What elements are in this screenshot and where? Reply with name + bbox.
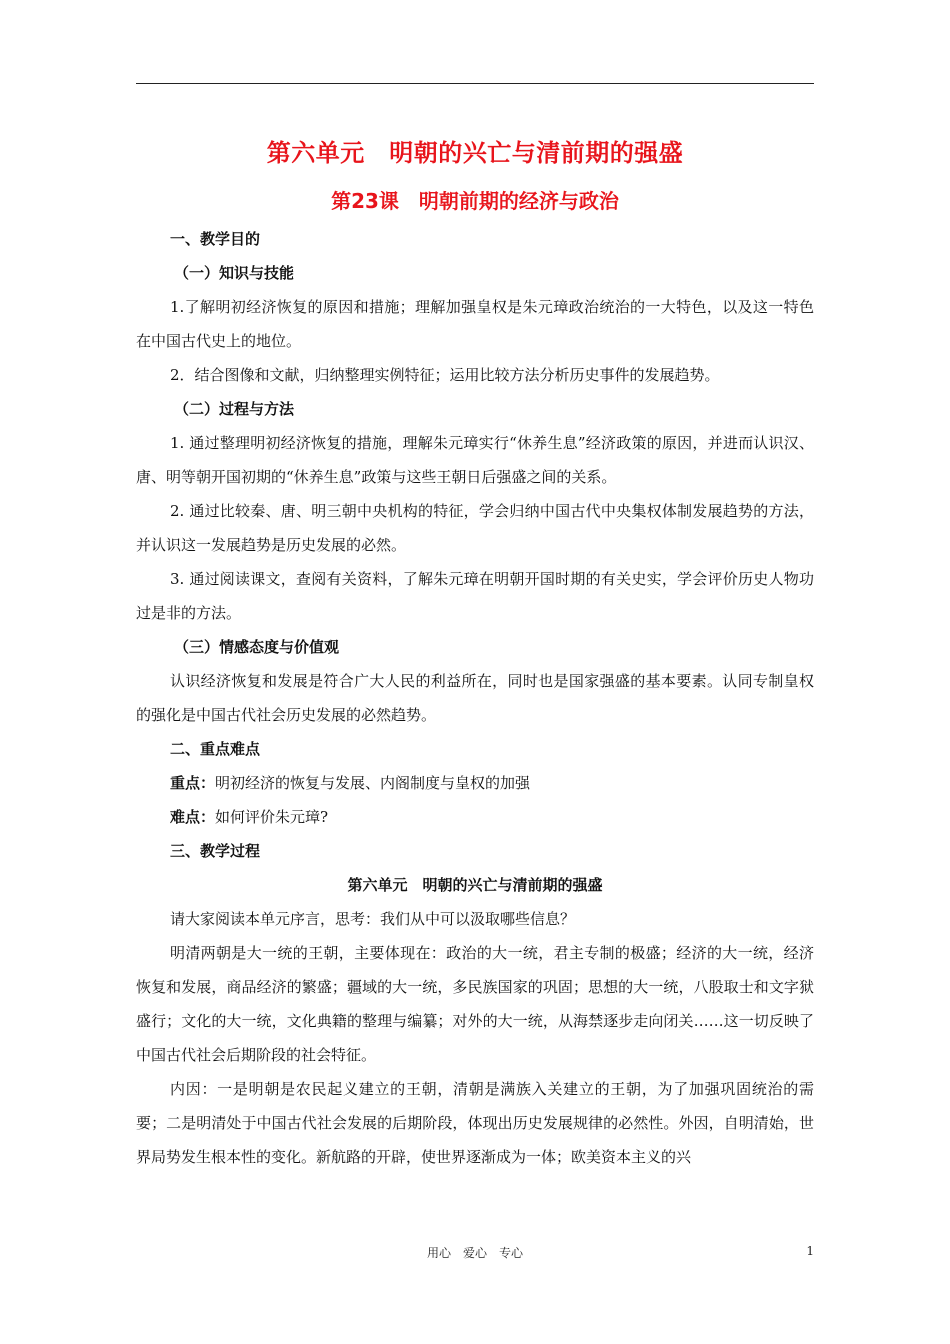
- document-body: [136, 222, 814, 1174]
- difficulty-line: [136, 800, 814, 834]
- difficulty-text: 如何评价朱元璋?: [215, 808, 329, 826]
- paragraph: 内因：一是明朝是农民起义建立的王朝，清朝是满族入关建立的王朝，为了加强巩固统治的需要；二是明清处于中国古代社会发展的后期阶段，体现出历史发展规律的必然性。外因，自明清始，世界局势发生根本性的变化。新航路的开辟，使世界逐渐成为一体；欧美资本主义的兴: [136, 1080, 814, 1166]
- paragraph: 明清两朝是大一统的王朝，主要体现在：政治的大一统，君主专制的极盛；经济的大一统，经济恢复和发展，商品经济的繁盛；疆域的大一统，多民族国家的巩固；思想的大一统，八股取士和文字狱盛行；文化的大一统，文化典籍的整理与编纂；对外的大一统，从海禁逐步走向闭关……这一切反映了中国古代社会后期阶段的社会特征。: [136, 944, 814, 1064]
- paragraph: 认识经济恢复和发展是符合广大人民的利益所在，同时也是国家强盛的基本要素。认同专制皇权的强化是中国古代社会历史发展的必然趋势。: [136, 672, 814, 724]
- paragraph: 1. 通过整理明初经济恢复的措施，理解朱元璋实行“休养生息”经济政策的原因，并进而认识汉、唐、明等朝开国初期的“休养生息”政策与这些王朝日后强盛之间的关系。: [136, 434, 814, 486]
- unit-subtitle: 第六单元 明朝的兴亡与清前期的强盛: [347, 876, 603, 894]
- paragraph: 请大家阅读本单元序言，思考：我们从中可以汲取哪些信息？: [170, 910, 576, 928]
- section-heading-process: 三、教学过程: [170, 842, 261, 860]
- footer-text: 用心 爱心 专心: [426, 1246, 523, 1260]
- header-rule: [136, 83, 814, 84]
- lesson-title: 第23课 明朝前期的经济与政治: [331, 189, 619, 213]
- page-number: 1: [806, 1244, 814, 1258]
- section-heading-key-points: 二、重点难点: [170, 740, 261, 758]
- key-point-text: 明初经济的恢复与发展、内阁制度与皇权的加强: [215, 774, 531, 792]
- subsection-heading-process: （二）过程与方法: [174, 400, 295, 418]
- paragraph: 3. 通过阅读课文，查阅有关资料，了解朱元璋在明朝开国时期的有关史实，学会评价历史人物功过是非的方法。: [136, 570, 814, 622]
- key-point-label: 重点：: [170, 774, 216, 792]
- key-point-line: [136, 766, 814, 800]
- subsection-heading-values: （三）情感态度与价值观: [174, 638, 340, 656]
- difficulty-label: 难点：: [170, 808, 216, 826]
- paragraph: 1.了解明初经济恢复的原因和措施；理解加强皇权是朱元璋政治统治的一大特色，以及这一特色在中国古代史上的地位。: [136, 298, 814, 350]
- paragraph: 2. 通过比较秦、唐、明三朝中央机构的特征，学会归纳中国古代中央集权体制发展趋势的方法，并认识这一发展趋势是历史发展的必然。: [136, 502, 814, 554]
- subsection-heading-knowledge: （一）知识与技能: [174, 264, 295, 282]
- unit-title: 第六单元 明朝的兴亡与清前期的强盛: [266, 139, 684, 167]
- paragraph: 2．结合图像和文献，归纳整理实例特征；运用比较方法分析历史事件的发展趋势。: [170, 366, 720, 384]
- section-heading-objectives: 一、教学目的: [170, 230, 261, 248]
